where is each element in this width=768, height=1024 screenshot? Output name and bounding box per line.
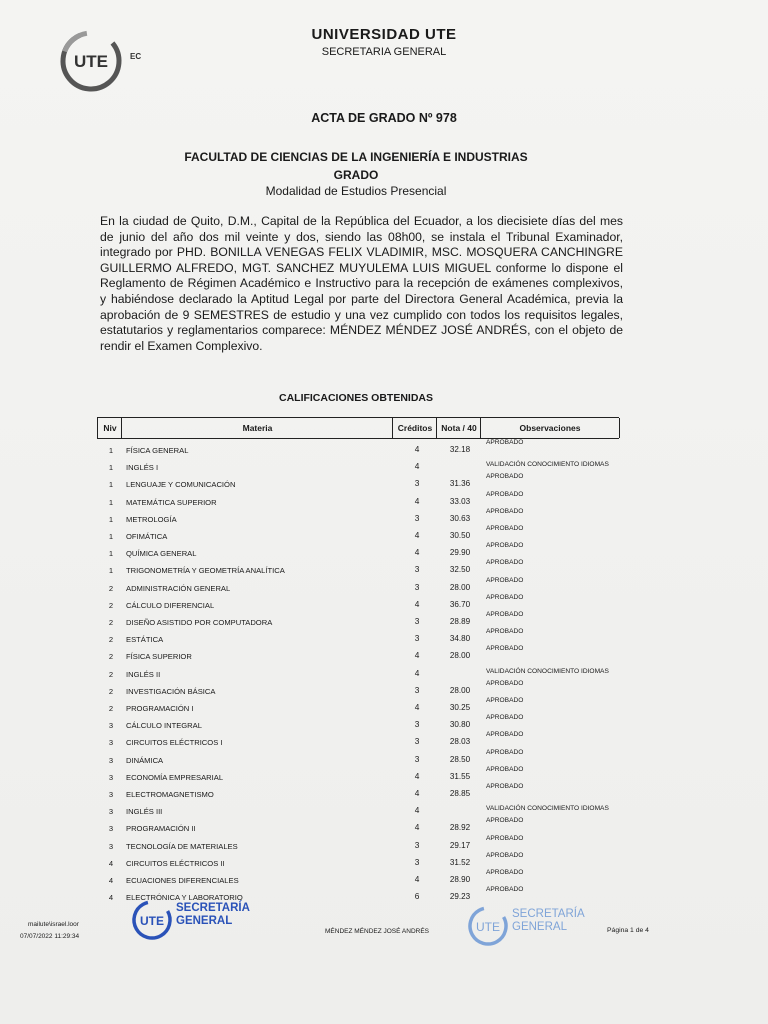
cell-materia: ESTÁTICA [126,635,164,645]
header-nota: Nota / 40 [436,418,481,438]
table-row [97,834,619,854]
cell-niv: 3 [108,824,114,834]
header-materia: Materia [121,418,393,438]
table-row [97,679,619,699]
cell-nota: 28.00 [449,582,471,592]
cell-observaciones: VALIDACIÓN CONOCIMIENTO IDIOMAS [486,805,609,813]
cell-observaciones: APROBADO [486,731,524,739]
cell-observaciones: APROBADO [486,576,524,584]
cell-niv: 4 [108,858,114,868]
cell-niv: 3 [108,841,114,851]
cell-observaciones: APROBADO [486,851,524,859]
table-row [97,819,619,836]
svg-text:UTE: UTE [476,920,500,934]
cell-creditos: 4 [414,770,420,781]
table-row [97,733,619,750]
cell-materia: PROGRAMACIÓN II [126,824,196,834]
cell-materia: INVESTIGACIÓN BÁSICA [126,686,216,696]
cell-niv: 3 [108,721,114,731]
cell-observaciones: APROBADO [486,593,524,601]
cell-creditos: 4 [414,530,420,540]
table-row [97,458,619,475]
cell-observaciones: APROBADO [486,490,524,498]
cell-nota: 28.92 [449,823,471,833]
cell-niv: 2 [108,635,114,645]
faculty-name: FACULTAD DE CIENCIAS DE LA INGENIERÍA E INDUSTRIAS [184,150,528,164]
cell-nota: 29.23 [449,892,471,902]
cell-observaciones: VALIDACIÓN CONOCIMIENTO IDIOMAS [486,667,609,675]
footer-user: mailute\israel.loor [28,921,79,928]
cell-observaciones: APROBADO [486,542,524,550]
cell-creditos: 4 [414,650,420,661]
cell-nota: 31.55 [449,771,471,781]
cell-nota: 31.52 [449,857,471,867]
cell-observaciones: APROBADO [486,645,524,653]
cell-observaciones: APROBADO [486,869,524,876]
cell-niv: 4 [108,876,114,885]
stamp-line1: SECRETARÍA [176,902,250,914]
cell-creditos: 3 [414,839,420,850]
cell-materia: FÍSICA SUPERIOR [126,652,192,662]
table-row [97,561,619,578]
header-creditos: Créditos [392,418,437,438]
cell-niv: 2 [108,583,114,593]
cell-niv: 2 [108,600,114,610]
table-row [97,475,619,492]
cell-niv: 3 [108,790,114,799]
cell-creditos: 3 [414,478,420,489]
cell-observaciones: APROBADO [486,748,524,756]
cell-nota: 28.00 [449,685,471,695]
table-row [97,527,619,544]
cell-materia: TECNOLOGÍA DE MATERIALES [126,841,238,851]
cell-materia: OFIMÁTICA [126,532,168,541]
cell-niv: 1 [108,463,114,473]
cell-observaciones: APROBADO [486,697,524,704]
cell-nota: 30.80 [449,720,471,730]
cell-nota: 32.50 [449,565,471,575]
cell-creditos: 3 [414,719,420,730]
table-row [97,507,619,527]
cell-observaciones: APROBADO [486,439,524,446]
cell-materia: PROGRAMACIÓN I [126,704,194,713]
cell-observaciones: APROBADO [486,834,524,842]
cell-nota: 33.03 [449,496,471,506]
header-observaciones: Observaciones [480,418,620,438]
cell-niv: 1 [108,566,114,576]
cell-materia: ADMINISTRACIÓN GENERAL [126,583,231,593]
cell-creditos: 4 [414,874,420,884]
cell-creditos: 3 [414,581,420,592]
cell-niv: 1 [108,497,114,507]
cell-observaciones: APROBADO [486,507,524,515]
cell-creditos: 3 [414,684,420,695]
cell-niv: 1 [108,532,114,541]
stamp-ute-icon [466,904,510,948]
cell-observaciones: VALIDACIÓN CONOCIMIENTO IDIOMAS [486,461,609,469]
svg-text:UTE: UTE [140,914,164,928]
cell-nota: 30.50 [449,531,471,540]
table-row [97,748,619,768]
cell-creditos: 4 [414,788,420,798]
cell-materia: CIRCUITOS ELÉCTRICOS II [126,858,225,868]
acta-number: ACTA DE GRADO Nº 978 [311,111,457,125]
cell-materia: ECONOMÍA EMPRESARIAL [126,772,224,782]
table-row [97,851,619,871]
table-row [97,593,619,613]
header-niv: Niv [97,418,122,438]
table-row [97,576,619,596]
cell-niv: 2 [108,669,114,679]
cell-materia: MATEMÁTICA SUPERIOR [126,497,217,507]
cell-observaciones: APROBADO [486,765,524,773]
stamp-ute-icon [130,898,174,942]
cell-niv: 1 [108,514,114,524]
cell-observaciones: APROBADO [486,473,524,481]
cell-materia: ELECTROMAGNETISMO [126,790,214,799]
cell-niv: 4 [108,893,114,903]
cell-materia: CIRCUITOS ELÉCTRICOS I [126,738,223,748]
degree-level: GRADO [333,168,379,182]
cell-niv: 2 [108,686,114,696]
cell-creditos: 3 [414,512,420,523]
cell-creditos: 6 [414,891,420,902]
footer-datetime: 07/07/2022 11:29:34 [20,933,80,940]
cell-creditos: 4 [414,822,420,833]
cell-materia: ECUACIONES DIFERENCIALES [126,876,239,885]
cell-observaciones: APROBADO [486,783,524,790]
table-row [97,441,619,458]
cell-materia: ELECTRÓNICA Y LABORATORIO [126,893,243,903]
cell-creditos: 3 [414,564,420,575]
logo-text: UTE [74,52,108,71]
study-modality: Modalidad de Estudios Presencial [265,184,447,198]
cell-creditos: 3 [414,856,420,867]
cell-nota: 31.36 [449,479,471,489]
table-row [97,630,619,647]
cell-niv: 1 [108,549,114,559]
cell-materia: FÍSICA GENERAL [126,446,189,455]
cell-creditos: 3 [414,616,420,626]
cell-creditos: 4 [414,444,420,454]
table-row [97,544,619,561]
cell-creditos: 4 [414,598,420,609]
table-row [97,665,619,682]
cell-nota: 28.85 [449,789,471,798]
cell-nota: 28.89 [449,617,471,626]
cell-creditos: 3 [414,753,420,764]
cell-materia: LENGUAJE Y COMUNICACIÓN [126,480,236,490]
cell-creditos: 3 [414,633,420,644]
cell-observaciones: APROBADO [486,886,524,894]
cell-materia: INGLÉS I [126,463,159,473]
cell-nota: 28.00 [449,651,471,661]
cell-niv: 1 [108,480,114,490]
cell-niv: 3 [108,807,114,817]
cell-materia: INGLÉS II [126,669,161,679]
table-row [97,785,619,802]
cell-nota: 29.90 [449,548,471,558]
cell-nota: 34.80 [449,634,471,644]
cell-materia: DINÁMICA [126,755,164,765]
cell-nota: 28.03 [449,737,471,747]
cell-creditos: 4 [414,461,420,472]
cell-materia: INGLÉS III [126,807,163,817]
cell-nota: 36.70 [449,599,471,609]
cell-creditos: 4 [414,702,420,712]
department-name: SECRETARIA GENERAL [321,46,447,58]
cell-creditos: 4 [414,805,420,816]
cell-nota: 29.17 [449,840,471,850]
table-row [97,802,619,819]
cell-materia: CÁLCULO DIFERENCIAL [126,600,215,610]
footer-page-number: Página 1 de 4 [607,927,649,934]
cell-observaciones: APROBADO [486,714,524,722]
cell-creditos: 4 [414,547,420,558]
cell-creditos: 4 [414,495,420,506]
cell-observaciones: APROBADO [486,611,524,618]
cell-niv: 3 [108,755,114,765]
cell-materia: METROLOGÍA [126,514,177,524]
cell-nota: 28.50 [449,754,471,764]
logo-suffix: EC [130,52,142,61]
table-row [97,871,619,888]
cell-observaciones: APROBADO [486,525,524,532]
cell-materia: CÁLCULO INTEGRAL [126,721,202,731]
table-row [97,613,619,630]
cell-creditos: 4 [414,667,420,678]
table-row [97,765,619,785]
table-row [97,716,619,733]
cell-observaciones: APROBADO [486,679,524,687]
cell-niv: 3 [108,738,114,748]
table-row [97,490,619,510]
cell-nota: 32.18 [449,445,471,454]
table-row [97,699,619,716]
cell-nota: 28.90 [449,875,471,884]
cell-materia: DISEÑO ASISTIDO POR COMPUTADORA [126,618,273,627]
cell-niv: 3 [108,772,114,782]
cell-materia: QUÍMICA GENERAL [126,549,197,559]
stamp-line2: GENERAL [512,921,567,933]
acta-body: En la ciudad de Quito, D.M., Capital de la República del Ecuador, a los diecisiete días del mes de junio del año dos mil veinte y dos, siendo las 08h00, se instala el Tribunal Examinador, integrado por PHD. BONILLA VENEGAS FELIX VLADIMIR, MSC. MOSQUERA CANCHINGRE GUILLERMO ALFREDO, MGT. SANCHEZ MUYULEMA LUIS MIGUEL conforme lo dispone el Reglamento de Régimen Académico e Instructivo para la recepción de exámenes complexivos, y habiéndose declarado la Aptitud Legal por parte del Directora General Académica, previa la aprobación de 9 SEMESTRES de estudio y una vez cumplido con todos los requisitos legales, estatutarios y reglamentarios comparece: MÉNDEZ MÉNDEZ JOSÉ ANDRÉS, con el objeto de rendir el Examen Complexivo. [100,214,623,353]
cell-nota: 30.25 [449,703,471,712]
cell-niv: 1 [108,446,114,455]
stamp-line1: SECRETARÍA [512,908,585,920]
cell-materia: TRIGONOMETRÍA Y GEOMETRÍA ANALÍTICA [126,566,285,576]
cell-creditos: 3 [414,736,420,747]
cell-observaciones: APROBADO [486,559,524,567]
grades-table-header [97,417,619,439]
stamp-line2: GENERAL [176,915,233,927]
cell-niv: 2 [108,618,114,627]
university-name: UNIVERSIDAD UTE [311,26,457,43]
cell-niv: 2 [108,704,114,713]
cell-niv: 2 [108,652,114,662]
footer-student: MÉNDEZ MÉNDEZ JOSÉ ANDRÉS [325,928,430,935]
grades-title: CALIFICACIONES OBTENIDAS [278,392,433,404]
cell-nota: 30.63 [449,513,471,523]
table-row [97,647,619,664]
cell-observaciones: APROBADO [486,628,524,636]
cell-observaciones: APROBADO [486,817,524,825]
